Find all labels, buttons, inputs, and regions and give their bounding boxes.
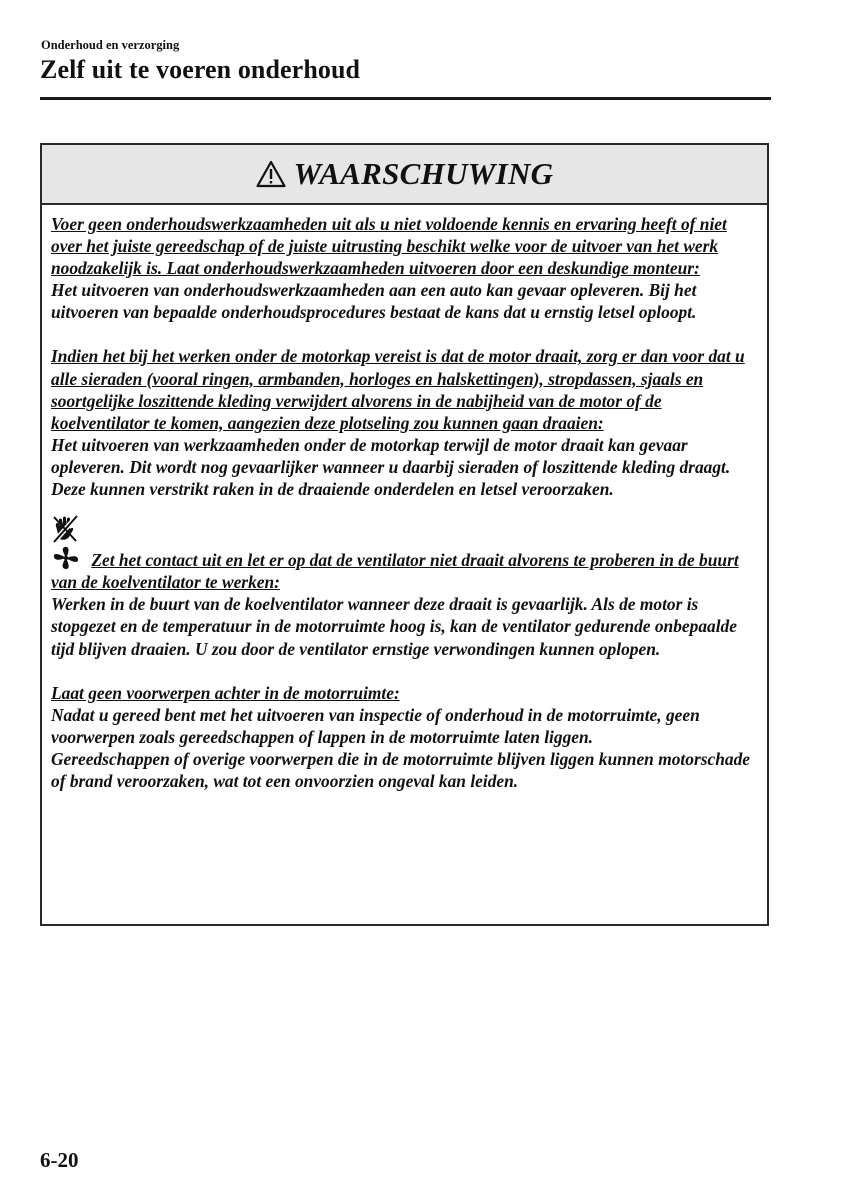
warning-block4-body2: Gereedschappen of overige voorwerpen die in de motorruimte blijven liggen kunnen motorschade of brand veroorzaken, wat tot een onvoorzien ongeval kan leiden. [51, 748, 750, 791]
no-hand-icon-line [51, 514, 757, 546]
warning-block4-heading: Laat geen voorwerpen achter in de motorruimte: [51, 682, 400, 703]
warning-block2-body2: Deze kunnen verstrikt raken in de draaiende onderdelen en letsel veroorzaken. [51, 479, 614, 500]
warning-block2-body1: Het uitvoeren van werkzaamheden onder de motorkap terwijl de motor draait kan gevaar opleveren. Dit wordt nog gevaarlijker wanneer u daarbij sieraden of loszittende kleding draagt. [51, 434, 731, 477]
page-number: 6-20 [40, 1148, 79, 1172]
warning-block1-heading: Voer geen onderhoudswerkzaamheden uit als u niet voldoende kennis en ervaring heeft of niet over het juiste gereedschap of de juiste uitrusting beschikt welke voor de uitvoer van het werk noodzakelijk is. Laat onderhoudswerkzaamheden uitvoeren door een deskundige monteur: [51, 214, 727, 279]
no-hand-icon [51, 514, 757, 544]
warning-header [42, 145, 767, 205]
paragraph-gap [51, 323, 757, 345]
warning-block1-body: Het uitvoeren van onderhoudswerkzaamheden aan een auto kan gevaar opleveren. Bij het uitvoeren van bepaalde onderhoudsprocedures bestaat de kans dat u ernstig letsel oploopt. [51, 280, 697, 323]
warning-box [40, 143, 769, 926]
warning-block3-heading: Zet het contact uit en let er op dat de ventilator niet draait alvorens te proberen in de buurt van de koelventilator te werken: [51, 550, 739, 593]
warning-body [42, 205, 767, 792]
warning-title: WAARSCHUWING [293, 156, 554, 191]
warning-block3 [51, 514, 757, 659]
fan-icon [51, 550, 91, 570]
paragraph-gap [51, 660, 757, 682]
page-title: Zelf uit te voeren onderhoud [40, 55, 361, 84]
warning-block4-body1: Nadat u gereed bent met het uitvoeren van inspectie of onderhoud in de motorruimte, geen voorwerpen zoals gereedschappen of lappen in de motorruimte laten liggen. [51, 704, 700, 747]
warning-triangle-icon [256, 160, 286, 188]
title-rule [40, 97, 771, 100]
warning-block3-body: Werken in de buurt van de koelventilator wanneer deze draait is gevaarlijk. Als de motor is stopgezet en de temperatuur in de motorruimte hoog is, kan de ventilator gedurende onbepaalde tijd blijven draaien. U zou door de ventilator ernstige verwondingen kunnen oplopen. [51, 594, 737, 659]
section-label: Onderhoud en verzorging [41, 38, 180, 52]
warning-block2-heading: Indien het bij het werken onder de motorkap vereist is dat de motor draait, zorg er dan voor dat u alle sieraden (vooral ringen, armbanden, horloges en halskettingen), stropdassen, sjaals en soortgelijke loszittende kleding verwijdert alvorens in de nabijheid van de motor of de koelventilator te komen, aangezien deze plotseling zou kunnen gaan draaien: [51, 346, 745, 433]
